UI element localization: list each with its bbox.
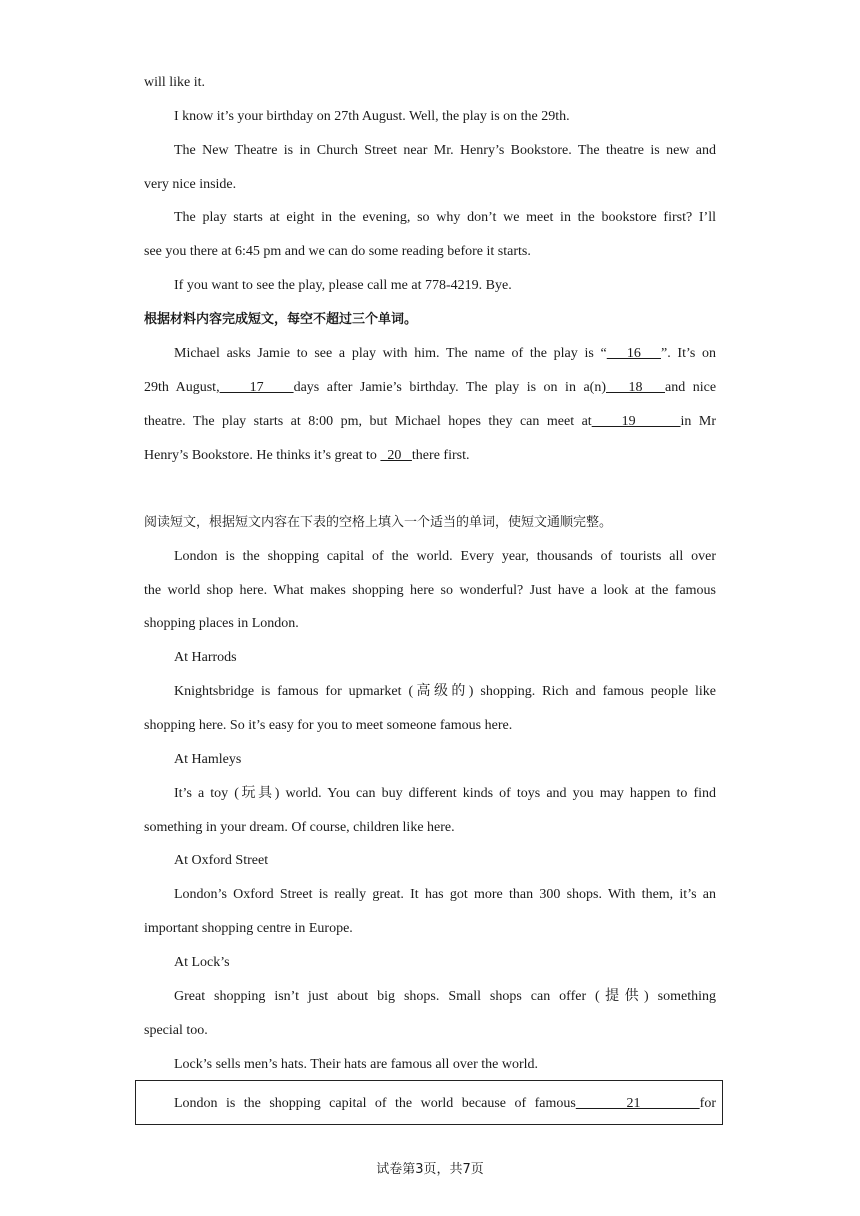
task1-sentence	[144, 446, 716, 466]
passage-line: shopping places in London.	[144, 616, 299, 631]
passage-line: London’s Oxford Street is really great. It has got more than 300 shops. With them, it’s an	[174, 887, 716, 902]
section-heading: At Hamleys	[174, 752, 242, 767]
task1-text: theatre. The play starts at 8:00 pm, but Michael hopes they can meet at	[144, 414, 592, 429]
blank-20: 20	[380, 448, 412, 463]
task1-text: ”. It’s on	[661, 346, 717, 361]
passage-line: see you there at 6:45 pm and we can do some reading before it starts.	[144, 244, 531, 259]
task2-instruction: 阅读短文，根据短文内容在下表的空格上填入一个适当的单词，使短文通顺完整。	[144, 515, 613, 530]
task1-text: days after Jamie’s birthday. The play is on in a(n)	[293, 380, 606, 395]
passage-line: the world shop here. What makes shopping here so wonderful? Just have a look at the famous	[144, 583, 716, 598]
passage-line: If you want to see the play, please call me at 778-4219. Bye.	[174, 278, 512, 293]
page-footer: 试卷第3页，共7页	[376, 1162, 484, 1177]
section-heading: At Lock’s	[174, 955, 230, 970]
task1-text: Michael asks Jamie to see a play with him. The name of the play is “	[174, 346, 607, 361]
table-text: for	[699, 1096, 716, 1111]
blank-18: 18	[606, 380, 665, 395]
section-heading: At Oxford Street	[174, 853, 269, 868]
task1-instruction: 根据材料内容完成短文，每空不超过三个单词。	[144, 312, 418, 327]
table-text: London is the shopping capital of the world because of famous	[174, 1096, 576, 1111]
task1-text: 29th August,	[144, 380, 220, 395]
passage-line: very nice inside.	[144, 177, 237, 192]
blank-19: 19	[591, 414, 681, 429]
task1-sentence	[144, 378, 716, 398]
passage-line: The New Theatre is in Church Street near Mr. Henry’s Bookstore. The theatre is new and	[174, 143, 716, 158]
blank-16: 16	[606, 346, 661, 361]
passage-line: London is the shopping capital of the world. Every year, thousands of tourists all over	[174, 549, 716, 564]
blank-17: 17	[219, 380, 294, 395]
section-heading: At Harrods	[174, 650, 237, 665]
passage-line: The play starts at eight in the evening, so why don’t we meet in the bookstore first? I’ll	[174, 210, 716, 225]
task1-text: in Mr	[680, 414, 717, 429]
table-row-text	[174, 1094, 716, 1114]
task1-text: there first.	[411, 448, 470, 463]
passage-line: something in your dream. Of course, children like here.	[144, 820, 455, 835]
passage-line: It’s a toy (玩具) world. You can buy different kinds of toys and you may happen to find	[174, 786, 716, 801]
passage-line: important shopping centre in Europe.	[144, 921, 353, 936]
passage-line: Great shopping isn’t just about big shops. Small shops can offer (提供) something	[174, 989, 716, 1004]
passage-line: Lock’s sells men’s hats. Their hats are famous all over the world.	[174, 1057, 539, 1072]
blank-21: 21	[575, 1096, 700, 1111]
passage-line: I know it’s your birthday on 27th August. Well, the play is on the 29th.	[174, 109, 570, 124]
task1-text: Henry’s Bookstore. He thinks it’s great to	[144, 448, 381, 463]
passage-line: will like it.	[144, 75, 206, 90]
passage-line: shopping here. So it’s easy for you to meet someone famous here.	[144, 718, 513, 733]
passage-line: Knightsbridge is famous for upmarket (高级的) shopping. Rich and famous people like	[174, 684, 716, 699]
task1-sentence	[144, 412, 716, 432]
task1-text: and nice	[665, 380, 717, 395]
passage-line: special too.	[144, 1023, 208, 1038]
task1-sentence	[174, 344, 716, 364]
